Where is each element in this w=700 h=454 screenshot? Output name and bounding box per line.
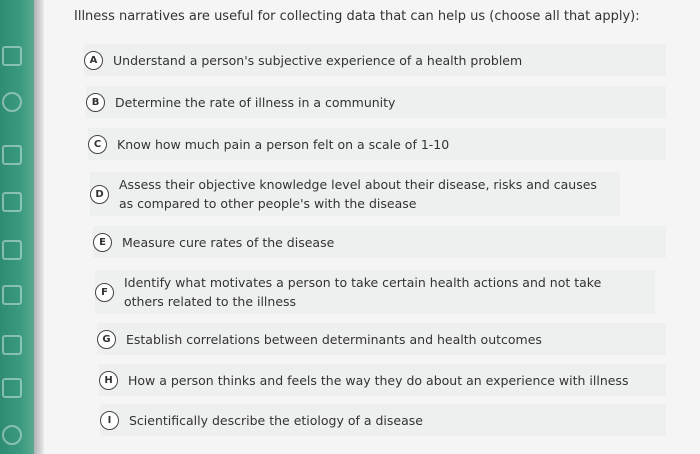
option-h[interactable] [99,364,666,396]
option-badge-a: A [84,51,103,70]
option-text-h: How a person thinks and feels the way they do about an experience with illness [128,372,629,388]
option-badge-e: E [93,233,112,252]
option-c[interactable] [88,128,666,160]
option-text-d: Assess their objective knowledge level about their disease, risks and causes as compared to other people's with the disease [119,177,597,211]
option-text-c: Know how much pain a person felt on a scale of 1-10 [117,136,450,152]
question-prompt: Illness narratives are useful for collecting data that can help us (choose all that apply): [74,9,640,24]
option-i[interactable] [100,404,666,436]
option-text-e: Measure cure rates of the disease [122,234,335,250]
option-text-g: Establish correlations between determinants and health outcomes [126,331,542,347]
option-text-a: Understand a person's subjective experience of a health problem [113,52,523,68]
option-badge-d: D [90,185,109,204]
option-badge-g: G [97,330,116,349]
option-badge-i: I [100,411,119,430]
option-text-i: Scientifically describe the etiology of a disease [129,412,423,428]
option-text-b: Determine the rate of illness in a community [115,94,396,110]
option-f[interactable] [95,270,655,314]
option-g[interactable] [97,323,666,355]
option-b[interactable] [86,86,666,118]
option-text-f: Identify what motivates a person to take certain health actions and not take others related to the illness [124,275,602,309]
option-e[interactable] [93,226,666,258]
option-d[interactable] [90,172,620,216]
option-badge-f: F [95,283,114,302]
option-badge-c: C [88,135,107,154]
option-a[interactable] [84,44,666,76]
option-badge-h: H [99,371,118,390]
option-badge-b: B [86,93,105,112]
